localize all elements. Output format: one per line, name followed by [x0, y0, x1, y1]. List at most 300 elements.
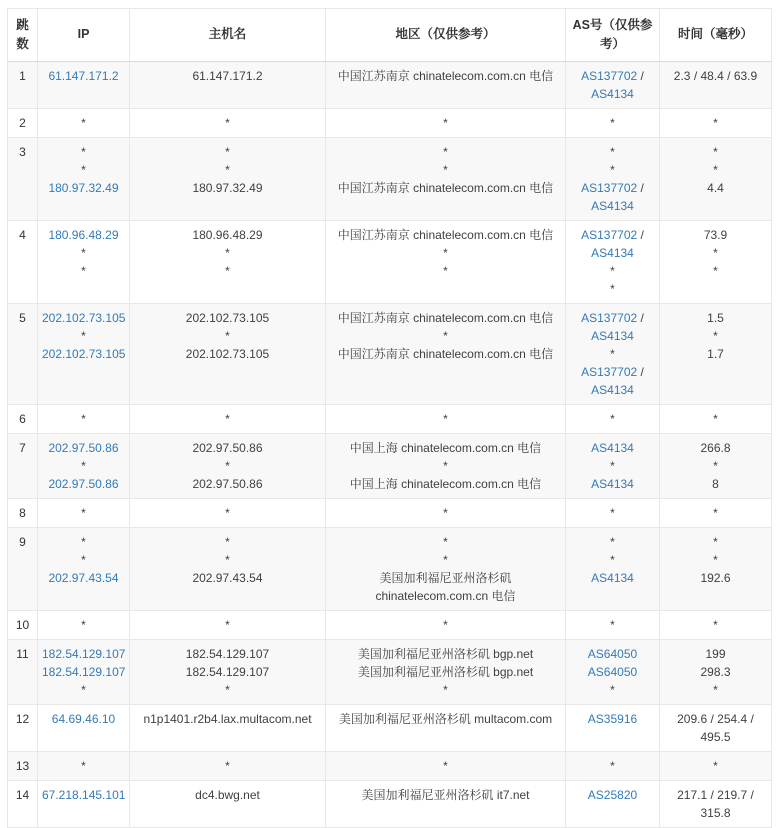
- cell-text: *: [610, 263, 615, 278]
- cell-text: 美国加利福尼亚州洛杉矶 bgp.net: [357, 646, 534, 661]
- asn-link[interactable]: AS137702: [581, 227, 638, 242]
- cell-text: 199: [705, 646, 726, 661]
- cell-text: 1.5: [707, 310, 724, 325]
- cell-line: [134, 786, 321, 804]
- cell-text: *: [81, 505, 86, 520]
- ip-cell: [38, 61, 130, 108]
- cell-text: *: [81, 328, 86, 343]
- hostname-cell: [130, 137, 326, 220]
- cell-line: [134, 410, 321, 428]
- hostname-cell: [130, 220, 326, 303]
- asn-link[interactable]: AS4134: [591, 198, 634, 213]
- hostname-cell: [130, 751, 326, 780]
- asn-link[interactable]: AS4134: [591, 570, 634, 585]
- hop-number: 8: [8, 498, 38, 527]
- hop-number: 14: [8, 780, 38, 827]
- cell-text: *: [610, 758, 615, 773]
- cell-text: *: [713, 758, 718, 773]
- cell-line: [42, 710, 125, 728]
- ip-link[interactable]: 202.102.73.105: [42, 346, 126, 361]
- table-row: [8, 704, 772, 751]
- cell-line: [134, 457, 321, 475]
- cell-line: [664, 569, 767, 587]
- cell-line: [570, 616, 655, 634]
- asn-cell: [566, 639, 660, 704]
- ip-cell: [38, 433, 130, 498]
- cell-text: *: [81, 263, 86, 278]
- cell-line: [42, 551, 125, 569]
- hop-number: 5: [8, 303, 38, 404]
- cell-line: [42, 161, 125, 179]
- cell-line: [42, 439, 125, 457]
- cell-line: [330, 143, 561, 161]
- ip-link[interactable]: 67.218.145.101: [42, 787, 126, 802]
- cell-text: 180.96.48.29: [192, 227, 263, 242]
- cell-line: [330, 457, 561, 475]
- asn-link[interactable]: AS64050: [587, 664, 638, 679]
- cell-text: *: [443, 552, 448, 567]
- hop-number: 1: [8, 61, 38, 108]
- cell-line: [330, 681, 561, 699]
- asn-cell: [566, 751, 660, 780]
- cell-line: [664, 616, 767, 634]
- region-cell: [326, 704, 566, 751]
- cell-text: *: [225, 245, 230, 260]
- cell-line: [134, 533, 321, 551]
- asn-link[interactable]: AS25820: [587, 787, 638, 802]
- cell-line: [664, 244, 767, 262]
- cell-line: [42, 616, 125, 634]
- cell-text: n1p1401.r2b4.lax.multacom.net: [143, 711, 312, 726]
- cell-text: *: [225, 144, 230, 159]
- cell-line: [134, 309, 321, 327]
- table-row: [8, 220, 772, 303]
- cell-text: *: [610, 682, 615, 697]
- region-cell: [326, 220, 566, 303]
- cell-text: *: [443, 245, 448, 260]
- hop-number: 3: [8, 137, 38, 220]
- cell-line: [570, 681, 655, 699]
- cell-text: 中国江苏南京 chinatelecom.com.cn 电信: [337, 68, 554, 83]
- region-cell: [326, 751, 566, 780]
- cell-line: [664, 681, 767, 699]
- cell-line: [570, 533, 655, 551]
- ip-link[interactable]: 180.96.48.29: [48, 227, 119, 242]
- asn-cell: [566, 433, 660, 498]
- cell-line: [134, 439, 321, 457]
- cell-text: *: [443, 328, 448, 343]
- time-cell: [660, 751, 772, 780]
- cell-text: *: [81, 552, 86, 567]
- ip-cell: [38, 404, 130, 433]
- cell-text: 209.6 / 254.4 / 495.5: [677, 711, 754, 744]
- cell-line: [664, 439, 767, 457]
- cell-line: [330, 786, 561, 804]
- ip-cell: [38, 527, 130, 610]
- hostname-cell: [130, 704, 326, 751]
- cell-text: *: [713, 328, 718, 343]
- hop-number: 11: [8, 639, 38, 704]
- asn-link[interactable]: AS35916: [587, 711, 638, 726]
- cell-text: *: [225, 552, 230, 567]
- cell-text: *: [443, 162, 448, 177]
- asn-cell: [566, 527, 660, 610]
- ip-cell: [38, 704, 130, 751]
- hostname-cell: [130, 404, 326, 433]
- cell-text: *: [81, 617, 86, 632]
- cell-text: dc4.bwg.net: [195, 787, 260, 802]
- cell-text: 2.3 / 48.4 / 63.9: [673, 68, 758, 83]
- cell-line: [664, 67, 767, 85]
- table-row: [8, 303, 772, 404]
- cell-text: 61.147.171.2: [192, 68, 263, 83]
- cell-line: [330, 663, 561, 681]
- cell-text: 1.7: [707, 346, 724, 361]
- cell-line: [330, 244, 561, 262]
- hop-number: 2: [8, 108, 38, 137]
- asn-link[interactable]: AS137702: [581, 68, 638, 83]
- cell-text: *: [443, 115, 448, 130]
- time-cell: [660, 61, 772, 108]
- cell-line: [42, 645, 125, 663]
- cell-text: 182.54.129.107: [185, 646, 270, 661]
- table-row: [8, 610, 772, 639]
- cell-text: *: [713, 505, 718, 520]
- cell-text: /: [637, 180, 644, 195]
- cell-line: [664, 309, 767, 327]
- table-row: [8, 498, 772, 527]
- cell-text: *: [713, 552, 718, 567]
- cell-line: [330, 309, 561, 327]
- cell-line: [570, 179, 655, 215]
- cell-line: [570, 710, 655, 728]
- cell-text: *: [610, 617, 615, 632]
- table-row: [8, 780, 772, 827]
- cell-line: [42, 569, 125, 587]
- region-cell: [326, 61, 566, 108]
- asn-cell: [566, 704, 660, 751]
- cell-line: [330, 67, 561, 85]
- cell-text: *: [225, 263, 230, 278]
- region-cell: [326, 780, 566, 827]
- cell-line: [570, 786, 655, 804]
- cell-text: *: [443, 411, 448, 426]
- cell-line: [330, 533, 561, 551]
- cell-line: [134, 244, 321, 262]
- cell-line: [42, 309, 125, 327]
- cell-line: [664, 504, 767, 522]
- cell-line: [134, 757, 321, 775]
- cell-text: 182.54.129.107: [185, 664, 270, 679]
- cell-line: [330, 757, 561, 775]
- asn-link[interactable]: AS137702: [581, 364, 638, 379]
- cell-text: *: [81, 411, 86, 426]
- region-cell: [326, 498, 566, 527]
- cell-line: [134, 161, 321, 179]
- cell-line: [42, 262, 125, 280]
- cell-line: [664, 410, 767, 428]
- cell-line: [330, 551, 561, 569]
- cell-line: [330, 439, 561, 457]
- ip-link[interactable]: 202.97.50.86: [48, 476, 119, 491]
- ip-cell: [38, 108, 130, 137]
- cell-text: *: [610, 458, 615, 473]
- cell-text: /: [637, 364, 644, 379]
- col-header-hostname: 主机名: [130, 9, 326, 62]
- time-cell: [660, 527, 772, 610]
- asn-link[interactable]: AS64050: [587, 646, 638, 661]
- cell-line: [664, 457, 767, 475]
- cell-line: [664, 786, 767, 822]
- cell-line: [664, 262, 767, 280]
- cell-line: [134, 475, 321, 493]
- asn-link[interactable]: AS4134: [591, 476, 634, 491]
- cell-text: *: [443, 758, 448, 773]
- cell-line: [134, 226, 321, 244]
- cell-line: [570, 363, 655, 399]
- asn-link[interactable]: AS4134: [591, 86, 634, 101]
- table-row: [8, 61, 772, 108]
- cell-line: [330, 226, 561, 244]
- col-header-asn: AS号（仅供参考）: [566, 9, 660, 62]
- cell-line: [330, 475, 561, 493]
- cell-text: *: [81, 458, 86, 473]
- cell-text: *: [443, 505, 448, 520]
- ip-cell: [38, 610, 130, 639]
- cell-line: [42, 345, 125, 363]
- cell-line: [664, 757, 767, 775]
- cell-text: *: [443, 617, 448, 632]
- cell-line: [42, 114, 125, 132]
- ip-link[interactable]: 182.54.129.107: [42, 664, 126, 679]
- cell-text: 180.97.32.49: [192, 180, 263, 195]
- table-row: [8, 404, 772, 433]
- table-row: [8, 433, 772, 498]
- cell-line: [330, 327, 561, 345]
- cell-line: [664, 114, 767, 132]
- hostname-cell: [130, 108, 326, 137]
- cell-text: 8: [712, 476, 719, 491]
- cell-line: [42, 757, 125, 775]
- cell-line: [570, 475, 655, 493]
- hop-number: 13: [8, 751, 38, 780]
- cell-line: [134, 114, 321, 132]
- cell-line: [330, 179, 561, 197]
- cell-text: *: [81, 682, 86, 697]
- cell-text: *: [610, 162, 615, 177]
- cell-line: [570, 504, 655, 522]
- cell-line: [42, 226, 125, 244]
- cell-text: *: [443, 144, 448, 159]
- hop-number: 9: [8, 527, 38, 610]
- cell-line: [134, 327, 321, 345]
- cell-line: [664, 475, 767, 493]
- col-header-ip: IP: [38, 9, 130, 62]
- region-cell: [326, 137, 566, 220]
- cell-line: [330, 345, 561, 363]
- cell-text: *: [225, 617, 230, 632]
- cell-text: *: [713, 411, 718, 426]
- cell-text: *: [713, 263, 718, 278]
- cell-line: [330, 504, 561, 522]
- cell-line: [42, 410, 125, 428]
- cell-line: [134, 645, 321, 663]
- cell-text: *: [225, 162, 230, 177]
- cell-text: *: [443, 534, 448, 549]
- cell-line: [570, 280, 655, 298]
- time-cell: [660, 404, 772, 433]
- asn-cell: [566, 61, 660, 108]
- ip-link[interactable]: 182.54.129.107: [42, 646, 126, 661]
- ip-link[interactable]: 202.97.43.54: [48, 570, 119, 585]
- cell-line: [664, 710, 767, 746]
- ip-cell: [38, 303, 130, 404]
- cell-text: 中国上海 chinatelecom.com.cn 电信: [349, 440, 542, 455]
- hostname-cell: [130, 610, 326, 639]
- ip-cell: [38, 498, 130, 527]
- cell-line: [570, 645, 655, 663]
- cell-line: [42, 457, 125, 475]
- ip-cell: [38, 780, 130, 827]
- asn-link[interactable]: AS4134: [591, 382, 634, 397]
- region-cell: [326, 610, 566, 639]
- asn-cell: [566, 404, 660, 433]
- time-cell: [660, 780, 772, 827]
- cell-text: *: [81, 115, 86, 130]
- cell-line: [570, 67, 655, 103]
- asn-cell: [566, 303, 660, 404]
- col-header-hop: 跳数: [8, 9, 38, 62]
- ip-link[interactable]: 64.69.46.10: [51, 711, 116, 726]
- asn-cell: [566, 137, 660, 220]
- cell-text: *: [713, 534, 718, 549]
- cell-text: *: [225, 758, 230, 773]
- table-row: [8, 137, 772, 220]
- cell-text: *: [225, 411, 230, 426]
- ip-link[interactable]: 202.102.73.105: [42, 310, 126, 325]
- asn-link[interactable]: AS137702: [581, 310, 638, 325]
- cell-text: *: [610, 281, 615, 296]
- cell-text: 202.102.73.105: [185, 310, 270, 325]
- cell-text: 298.3: [700, 664, 731, 679]
- region-cell: [326, 303, 566, 404]
- asn-cell: [566, 498, 660, 527]
- region-cell: [326, 404, 566, 433]
- region-cell: [326, 433, 566, 498]
- cell-line: [330, 569, 561, 605]
- cell-line: [330, 645, 561, 663]
- cell-line: [570, 226, 655, 262]
- asn-link[interactable]: AS4134: [591, 328, 634, 343]
- cell-line: [330, 410, 561, 428]
- cell-line: [42, 244, 125, 262]
- ip-link[interactable]: 202.97.50.86: [48, 440, 119, 455]
- cell-line: [570, 309, 655, 345]
- cell-text: *: [713, 617, 718, 632]
- cell-line: [134, 345, 321, 363]
- cell-text: *: [225, 328, 230, 343]
- cell-line: [664, 663, 767, 681]
- time-cell: [660, 108, 772, 137]
- cell-line: [134, 262, 321, 280]
- hostname-cell: [130, 498, 326, 527]
- region-cell: [326, 527, 566, 610]
- cell-text: /: [637, 227, 644, 242]
- asn-link[interactable]: AS4134: [591, 440, 634, 455]
- cell-line: [664, 179, 767, 197]
- cell-line: [664, 161, 767, 179]
- cell-text: *: [443, 458, 448, 473]
- cell-text: *: [610, 346, 615, 361]
- cell-text: *: [713, 162, 718, 177]
- cell-line: [570, 410, 655, 428]
- cell-text: 266.8: [700, 440, 731, 455]
- cell-line: [330, 114, 561, 132]
- cell-text: *: [610, 552, 615, 567]
- ip-link[interactable]: 61.147.171.2: [48, 68, 119, 83]
- cell-text: 美国加利福尼亚州洛杉矶 chinatelecom.com.cn 电信: [375, 570, 516, 603]
- cell-text: *: [81, 245, 86, 260]
- cell-text: *: [713, 115, 718, 130]
- cell-text: *: [610, 144, 615, 159]
- hop-number: 4: [8, 220, 38, 303]
- hostname-cell: [130, 527, 326, 610]
- hostname-cell: [130, 61, 326, 108]
- ip-link[interactable]: 180.97.32.49: [48, 180, 119, 195]
- cell-text: *: [610, 534, 615, 549]
- cell-line: [134, 681, 321, 699]
- cell-line: [330, 710, 561, 728]
- cell-line: [570, 161, 655, 179]
- asn-link[interactable]: AS137702: [581, 180, 638, 195]
- cell-text: *: [713, 144, 718, 159]
- ip-cell: [38, 220, 130, 303]
- asn-cell: [566, 610, 660, 639]
- cell-text: *: [81, 144, 86, 159]
- cell-text: 192.6: [700, 570, 731, 585]
- cell-line: [134, 551, 321, 569]
- cell-text: *: [225, 682, 230, 697]
- cell-line: [570, 551, 655, 569]
- cell-line: [570, 345, 655, 363]
- cell-line: [664, 533, 767, 551]
- cell-line: [570, 262, 655, 280]
- cell-line: [570, 143, 655, 161]
- asn-cell: [566, 780, 660, 827]
- cell-text: 中国江苏南京 chinatelecom.com.cn 电信: [337, 227, 554, 242]
- cell-text: *: [225, 505, 230, 520]
- cell-line: [134, 569, 321, 587]
- col-header-region: 地区（仅供参考）: [326, 9, 566, 62]
- cell-text: 202.97.43.54: [192, 570, 263, 585]
- cell-text: *: [443, 682, 448, 697]
- time-cell: [660, 498, 772, 527]
- table-body: [8, 61, 772, 827]
- asn-cell: [566, 220, 660, 303]
- cell-line: [330, 262, 561, 280]
- time-cell: [660, 639, 772, 704]
- cell-line: [42, 327, 125, 345]
- cell-text: *: [610, 115, 615, 130]
- cell-text: 4.4: [707, 180, 724, 195]
- hop-number: 10: [8, 610, 38, 639]
- region-cell: [326, 108, 566, 137]
- ip-cell: [38, 639, 130, 704]
- region-cell: [326, 639, 566, 704]
- traceroute-table: [7, 8, 772, 828]
- asn-link[interactable]: AS4134: [591, 245, 634, 260]
- cell-line: [664, 645, 767, 663]
